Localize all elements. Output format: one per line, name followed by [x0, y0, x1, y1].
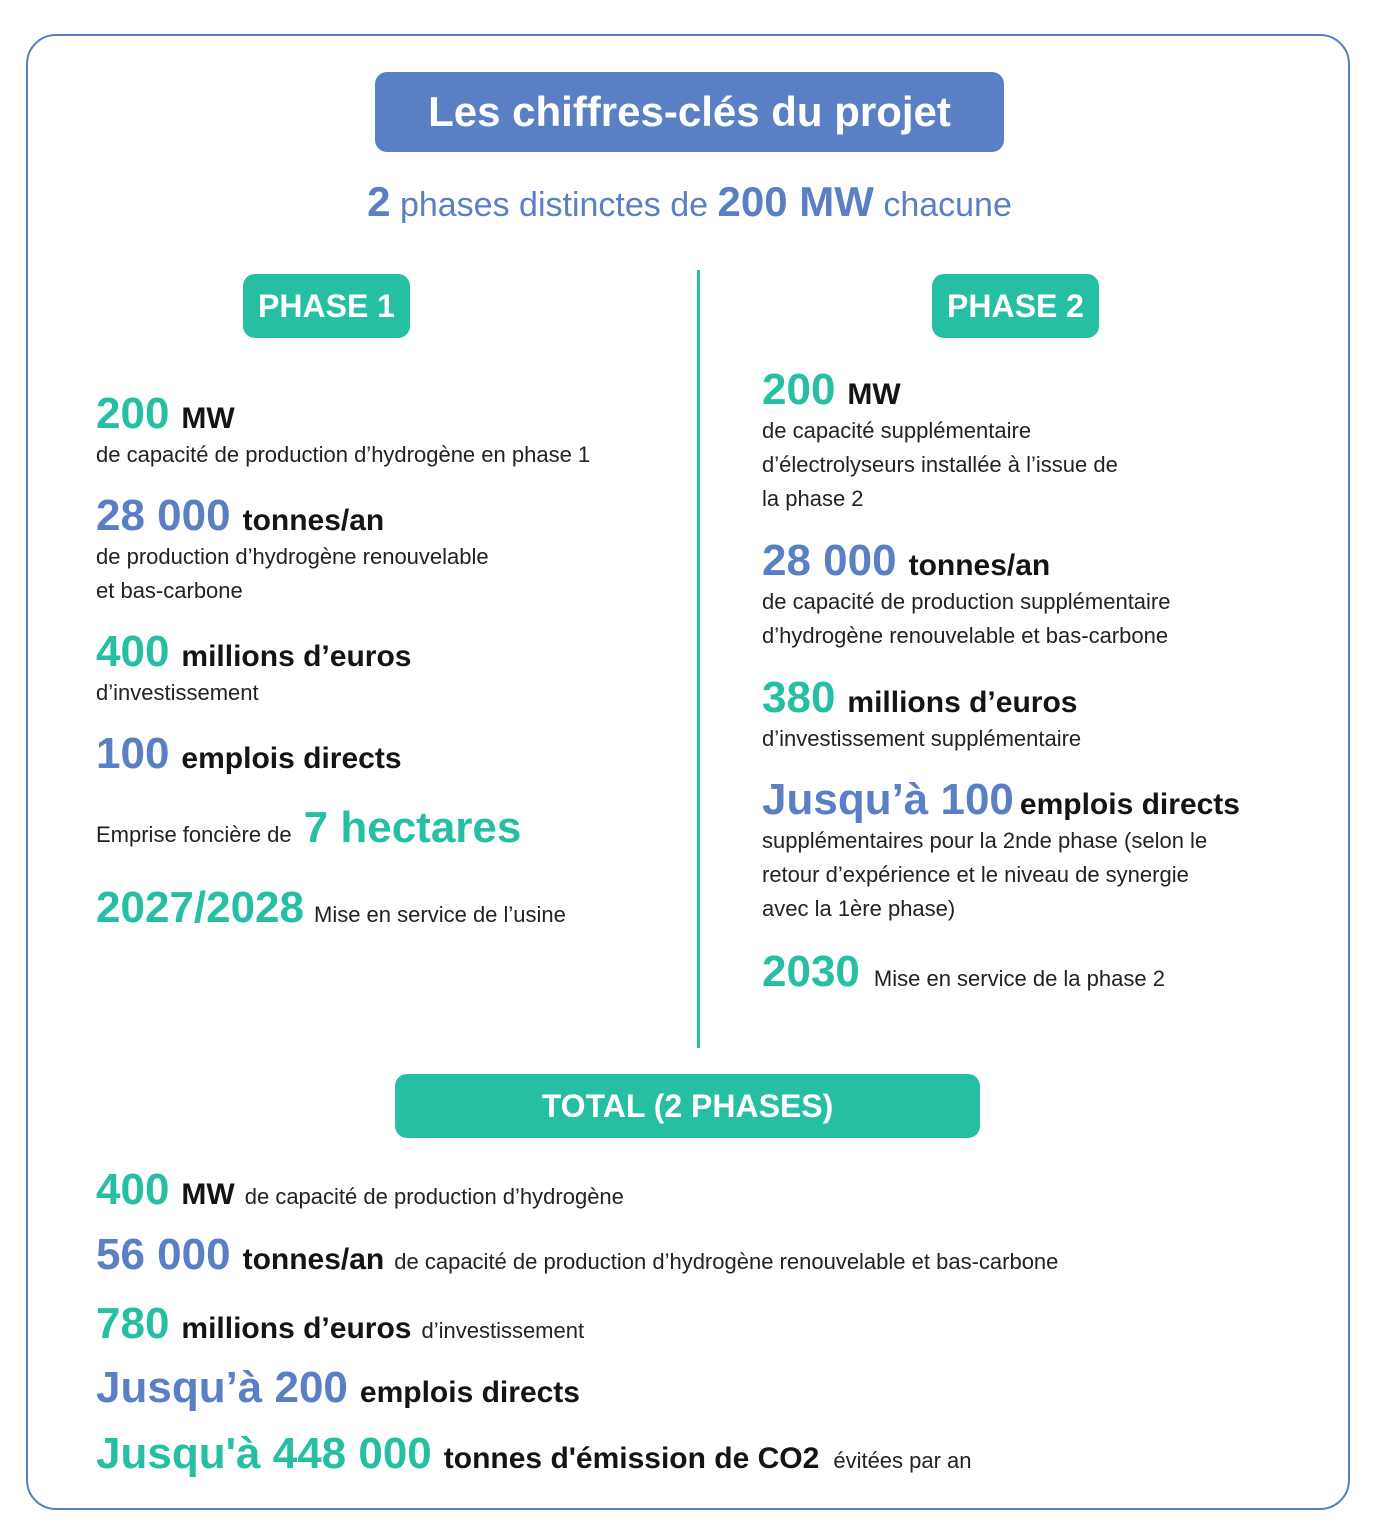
stat-value: 100 [96, 729, 170, 778]
phase2-stat-commissioning [762, 948, 1165, 996]
stat-desc: évitées par an [833, 1448, 972, 1473]
phase1-stat-land [96, 804, 521, 852]
stat-unit: tonnes/an [908, 549, 1051, 582]
stat-value: 380 [762, 673, 836, 722]
stat-value: 2030 [762, 947, 860, 996]
total-badge: TOTAL (2 PHASES) [395, 1074, 980, 1138]
stat-unit: millions d’euros [847, 686, 1078, 719]
stat-unit: millions d’euros [181, 640, 412, 673]
subtitle-text-2: chacune [883, 186, 1012, 224]
phase2-stat-investment [762, 674, 1081, 756]
stat-desc: la phase 2 [762, 486, 864, 511]
stat-value: 56 000 [96, 1230, 231, 1279]
stat-unit: millions d’euros [181, 1312, 412, 1345]
phase1-stat-capacity [96, 390, 590, 472]
stat-unit: emplois directs [359, 1376, 580, 1409]
stat-value: 2027/2028 [96, 883, 304, 932]
stat-desc: de capacité supplémentaire [762, 418, 1032, 443]
stat-desc: d’électrolyseurs installée à l’issue de [762, 452, 1118, 477]
total-stat-production [96, 1231, 1058, 1279]
stat-value: Jusqu’à 100 [762, 775, 1014, 824]
stat-value: Jusqu'à 448 000 [96, 1429, 432, 1478]
phase1-stat-jobs [96, 730, 402, 778]
phase-count: 2 [367, 178, 391, 225]
phase2-stat-production [762, 537, 1171, 653]
stat-value: 200 [762, 365, 836, 414]
stat-desc: supplémentaires pour la 2nde phase (selon le [762, 828, 1208, 853]
stat-unit: MW [181, 1178, 235, 1211]
stat-unit: MW [847, 378, 901, 411]
stat-desc: d’hydrogène renouvelable et bas-carbone [762, 623, 1169, 648]
phase-power: 200 MW [717, 178, 874, 225]
total-stat-capacity [96, 1166, 624, 1214]
stat-unit: tonnes/an [242, 504, 385, 537]
stat-desc: retour d’expérience et le niveau de synergie [762, 862, 1189, 887]
phase1-stat-investment [96, 628, 411, 710]
phase2-stat-capacity [762, 366, 1118, 516]
stat-desc: d’investissement supplémentaire [762, 726, 1082, 751]
phase2-stat-jobs [762, 776, 1240, 926]
total-stat-emissions [96, 1430, 972, 1478]
stat-value: 28 000 [762, 536, 897, 585]
stat-desc: de capacité de production supplémentaire [762, 589, 1171, 614]
stat-value: 28 000 [96, 491, 231, 540]
stat-unit: tonnes d'émission de CO2 [443, 1442, 820, 1475]
stat-desc: de capacité de production d’hydrogène [244, 1184, 624, 1209]
subtitle-text-1: phases distinctes de [399, 186, 709, 224]
stat-desc: de capacité de production d’hydrogène en phase 1 [96, 442, 591, 467]
stat-value: 400 [96, 1165, 170, 1214]
stat-unit: MW [181, 402, 235, 435]
stat-desc: Mise en service de la phase 2 [873, 966, 1165, 991]
stat-desc: d’investissement [421, 1318, 585, 1343]
stat-value: Jusqu’à 200 [96, 1363, 348, 1412]
total-stat-jobs [96, 1364, 580, 1412]
stat-desc: de production d’hydrogène renouvelable [96, 544, 489, 569]
stat-desc: de capacité de production d’hydrogène renouvelable et bas-carbone [394, 1249, 1059, 1274]
stat-desc: avec la 1ère phase) [762, 896, 956, 921]
stat-desc: d’investissement [96, 680, 259, 705]
stat-prefix: Emprise foncière de [96, 822, 292, 847]
stat-unit: emplois directs [1019, 788, 1240, 821]
stat-unit: emplois directs [181, 742, 402, 775]
stat-value: 200 [96, 389, 170, 438]
total-stat-investment [96, 1300, 584, 1348]
subtitle [0, 178, 1379, 226]
stat-desc: et bas-carbone [96, 578, 243, 603]
stat-desc: Mise en service de l’usine [314, 902, 566, 927]
column-divider [697, 270, 700, 1048]
phase-2-badge: PHASE 2 [932, 274, 1099, 338]
stat-unit: tonnes/an [242, 1243, 385, 1276]
stat-value: 400 [96, 627, 170, 676]
phase1-stat-commissioning [96, 884, 566, 932]
phase-1-badge: PHASE 1 [243, 274, 410, 338]
page-title: Les chiffres-clés du projet [375, 72, 1004, 152]
phase1-stat-production [96, 492, 489, 608]
stat-value: 7 hectares [303, 803, 522, 852]
stat-value: 780 [96, 1299, 170, 1348]
